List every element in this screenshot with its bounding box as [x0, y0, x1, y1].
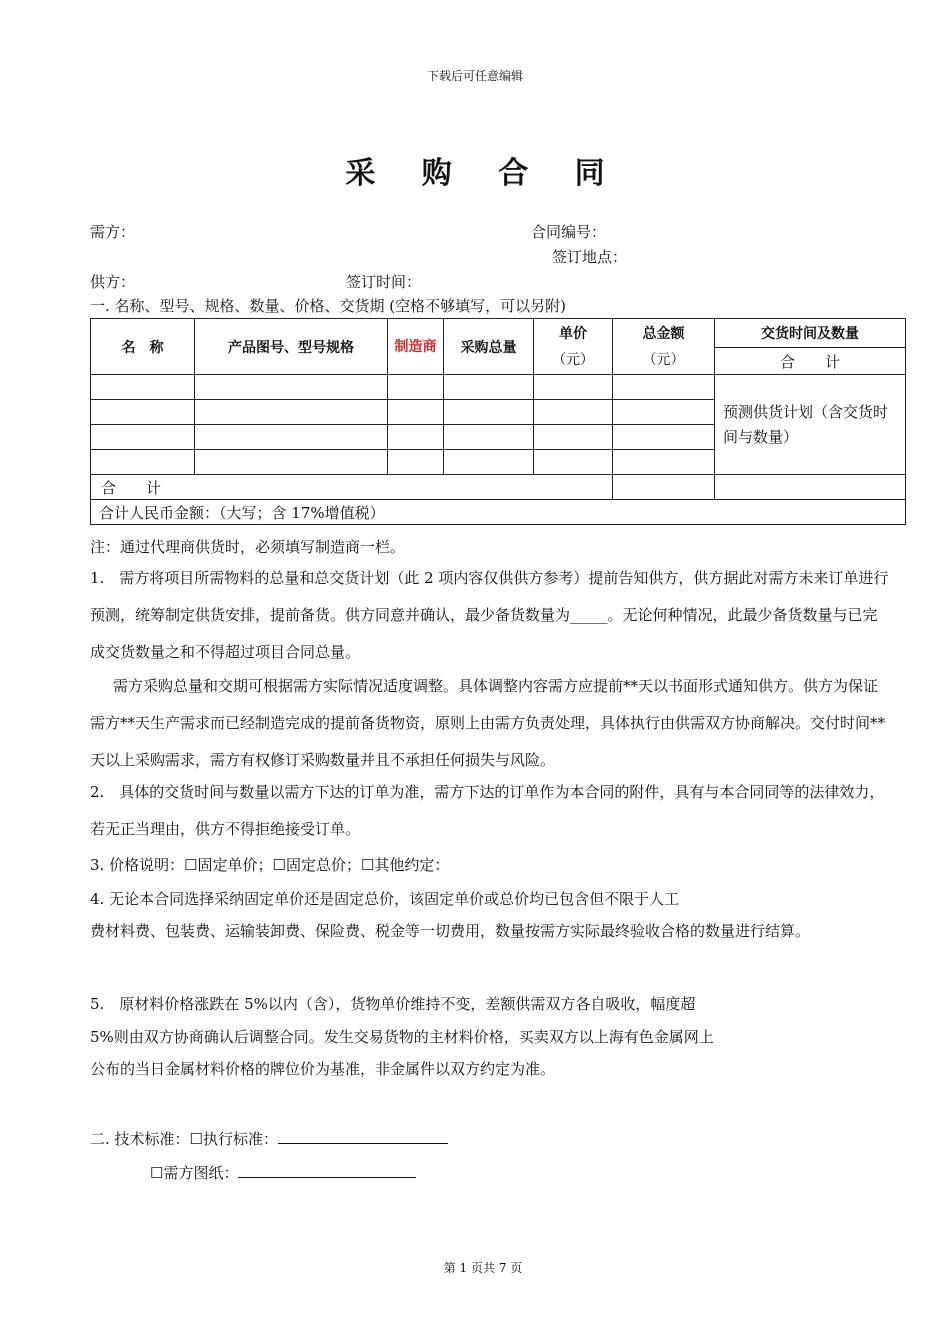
clause-1b: 需方采购总量和交期可根据需方实际情况适度调整。具体调整内容需方应提前**天以书面形式通知供方。供方为保证需方**天生产需求而已经制造完成的提前备货物资，原则上由需方负责处理，具体执行由供需双方协商解决。交付时间**天以上采购需求，需方有权修订采购数量并且不承担任何损失与风险。	[90, 677, 886, 769]
col-price-header	[534, 319, 613, 375]
page-footer: 第 1 页共 7 页	[443, 1261, 523, 1275]
drawing-blank[interactable]	[238, 1161, 416, 1178]
col-model-header: 产品图号、型号规格	[195, 319, 388, 375]
col-amount-unit: （元）	[642, 351, 685, 368]
table-cell[interactable]	[91, 375, 195, 400]
col-name-header: 名 称	[91, 319, 195, 375]
table-cell[interactable]	[613, 375, 715, 400]
clause-4-line1: 4. 无论本合同选择采纳固定单价还是固定总价，该固定单价或总价均已包含但不限于人工	[90, 890, 680, 908]
clause-5-line1: 5. 原材料价格涨跌在 5%以内（含），货物单价维持不变，差额供需双方各自吸收，幅度超	[90, 995, 696, 1013]
forecast-cell: 预测供货计划（含交货时间与数量）	[715, 375, 906, 475]
table-cell[interactable]	[388, 400, 444, 425]
header-note: 下载后可任意编辑	[426, 69, 523, 83]
sign-place-field: 签订地点：	[552, 248, 628, 266]
table-cell[interactable]	[534, 375, 613, 400]
drawing-label: ☐需方图纸：	[150, 1164, 239, 1182]
clause-5-line3: 公布的当日金属材料价格的牌位价为基准，非金属件以双方约定为准。	[90, 1060, 556, 1078]
table-cell[interactable]	[444, 375, 534, 400]
table-cell[interactable]	[195, 400, 388, 425]
clause-3: 3. 价格说明：☐固定单价；☐固定总价；☐其他约定：	[90, 856, 450, 874]
clause-1: 1. 需方将项目所需物料的总量和总交货计划（此 2 项内容仅供供方参考）提前告知供方，供方据此对需方未来订单进行预测，统筹制定供货安排，提前备货。供方同意并确认，最少备货数量为_____。无论何种情况，此最少备货数量与已完成交货数量之和不得超过项目合同总量。	[90, 569, 889, 661]
table-cell[interactable]	[195, 450, 388, 475]
section1-heading: 一. 名称、型号、规格、数量、价格、交货期 (空格不够填写，可以另附)	[90, 297, 567, 315]
table-cell[interactable]	[444, 400, 534, 425]
table-cell[interactable]	[534, 425, 613, 450]
col-delivery-header: 交货时间及数量	[715, 319, 906, 348]
col-qty-header: 采购总量	[444, 319, 534, 375]
table-cell[interactable]	[613, 400, 715, 425]
table-cell[interactable]	[444, 450, 534, 475]
page-title: 采 购 合 同	[345, 156, 623, 191]
table-cell[interactable]	[444, 425, 534, 450]
section2-standard	[90, 1127, 448, 1149]
col-amount-label: 总金额	[642, 325, 685, 342]
rmb-total-row: 合计人民币金额：（大写；含 17%增值税）	[91, 500, 906, 525]
col-amount-header	[613, 319, 715, 375]
table-cell[interactable]	[91, 450, 195, 475]
col-price-label: 单价	[559, 325, 587, 342]
table-cell[interactable]	[91, 400, 195, 425]
table-cell[interactable]	[195, 375, 388, 400]
col-maker-header: 制造商	[388, 319, 444, 375]
table-cell[interactable]	[195, 425, 388, 450]
table-cell[interactable]	[388, 425, 444, 450]
table-cell[interactable]	[91, 425, 195, 450]
total-amount-cell[interactable]	[613, 475, 715, 500]
agent-note: 注：通过代理商供货时，必须填写制造商一栏。	[90, 538, 406, 556]
total-delivery-cell[interactable]	[715, 475, 906, 500]
table-cell[interactable]	[613, 450, 715, 475]
section2-drawing	[150, 1161, 416, 1183]
section2-heading: 二. 技术标准：☐执行标准：	[90, 1130, 278, 1148]
supplier-field: 供方：	[90, 273, 136, 291]
standard-blank[interactable]	[278, 1127, 448, 1144]
table-cell[interactable]	[534, 400, 613, 425]
col-price-unit: （元）	[552, 351, 594, 368]
table-cell[interactable]	[613, 425, 715, 450]
table-cell[interactable]	[534, 450, 613, 475]
total-row-label: 合 计	[91, 475, 613, 500]
buyer-field: 需方：	[90, 223, 136, 241]
clause-4-line2: 费材料费、包装费、运输装卸费、保险费、税金等一切费用，数量按需方实际最终验收合格的数量进行结算。	[90, 922, 811, 940]
table-cell[interactable]	[388, 375, 444, 400]
product-table	[90, 318, 906, 525]
contract-number-field: 合同编号：	[531, 223, 607, 241]
clause-5-line2: 5%则由双方协商确认后调整合同。发生交易货物的主材料价格，买卖双方以上海有色金属网上	[90, 1028, 714, 1046]
sign-time-field: 签订时间：	[346, 273, 422, 291]
table-cell[interactable]	[388, 450, 444, 475]
clause-2: 2. 具体的交货时间与数量以需方下达的订单为准，需方下达的订单作为本合同的附件，具有与本合同同等的法律效力，若无正当理由，供方不得拒绝接受订单。	[90, 783, 885, 838]
delivery-total-label: 合 计	[715, 348, 906, 375]
